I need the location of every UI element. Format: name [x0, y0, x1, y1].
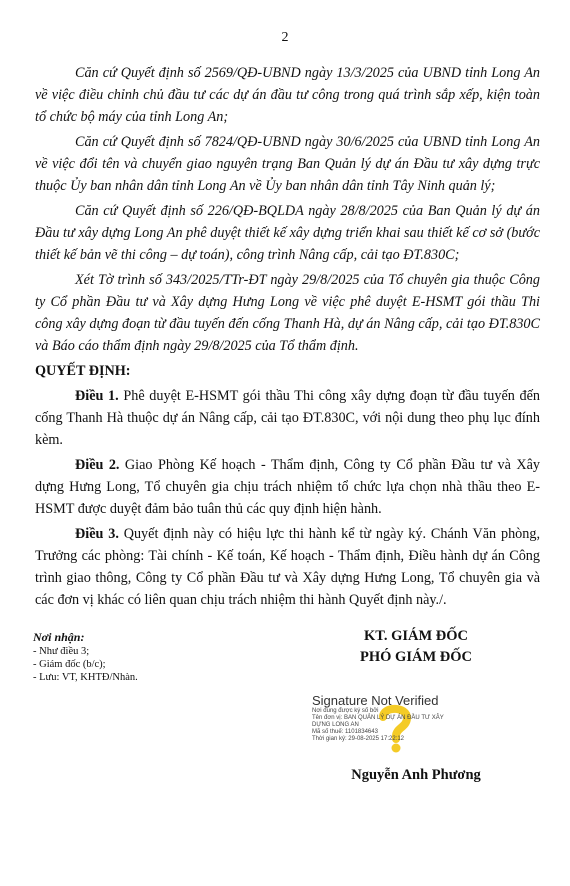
page-number: 2 [281, 30, 289, 45]
article-text: Giao Phòng Kế hoạch - Thẩm định, Công ty Cổ phần Đầu tư và Xây dựng Hưng Long, Tổ chuyên gia chịu trách nhiệm tổ chức lựa chọn nhà thầu theo E-HSMT được duyệt đảm bảo tuân thủ các quy định hiện hành. [35, 457, 540, 517]
signer-title-1: KT. GIÁM ĐỐC [363, 628, 469, 644]
signer-title-2: PHÓ GIÁM ĐỐC [360, 649, 472, 665]
article-label: Điều 2. [75, 457, 120, 473]
digital-signature-stamp [312, 693, 462, 751]
signer-block [300, 626, 532, 668]
article-2 [35, 454, 540, 520]
signature-detail: Thời gian ký: 29-08-2025 17:22:12 [312, 736, 404, 742]
article-label: Điều 3. [75, 526, 119, 542]
article-text: Phê duyệt E-HSMT gói thầu Thi công xây dựng đoạn từ đầu tuyến đến cống Thanh Hà thuộc dự án Nâng cấp, cải tạo ĐT.830C, với nội dung theo phụ lục đính kèm. [35, 388, 541, 448]
decision-heading: QUYẾT ĐỊNH: [35, 363, 131, 379]
signature-detail: Tên đơn vị: BAN QUẢN LÝ DỰ ÁN ĐẦU TƯ XÂY [312, 715, 444, 721]
article-1 [35, 385, 540, 451]
recipient-item: - Giám đốc (b/c); [33, 659, 106, 670]
legal-basis-paragraph: Căn cứ Quyết định số 226/QĐ-BQLDA ngày 28/8/2025 của Ban Quản lý dự án Đầu tư xây dựng Long An phê duyệt thiết kế xây dựng triển khai sau thiết kế cơ sở (bước thiết kế bản vẽ thi công – dự toán), công trình Nâng cấp, cải tạo ĐT.830C; [35, 203, 540, 263]
recipients-title: Nơi nhận: [33, 630, 85, 644]
legal-basis-paragraph: Căn cứ Quyết định số 7824/QĐ-UBND ngày 30/6/2025 của UBND tỉnh Long An về việc đổi tên và chuyển giao nguyên trạng Ban Quản lý dự án Đầu tư xây dựng trực thuộc Ủy ban nhân dân tỉnh Long An về Ủy ban nhân dân tỉnh Tây Ninh quản lý; [35, 134, 540, 194]
document-body [35, 62, 540, 614]
article-label: Điều 1. [75, 388, 119, 404]
signature-detail: DỰNG LONG AN [312, 722, 359, 728]
recipient-item: - Lưu: VT, KHTĐ/Nhàn. [33, 672, 138, 683]
signer-name: Nguyễn Anh Phương [351, 767, 481, 783]
signature-detail: Mã số thuế: 1101834643 [312, 729, 378, 735]
recipient-item: - Như điều 3; [33, 646, 90, 657]
recipients-block [33, 631, 273, 684]
signature-detail: Nơi dung được ký số bởi [312, 708, 379, 714]
legal-basis-paragraph: Xét Tờ trình số 343/2025/TTr-ĐT ngày 29/8/2025 của Tổ chuyên gia thuộc Công ty Cổ phần Đầu tư và Xây dựng Hưng Long về việc phê duyệt E-HSMT gói thầu Thi công xây dựng đoạn từ đầu tuyến đến cống Thanh Hà, dự án Nâng cấp, cải tạo ĐT.830C và Báo cáo thẩm định ngày 29/8/2025 của Tổ thẩm định. [35, 272, 540, 354]
legal-basis-paragraph: Căn cứ Quyết định số 2569/QĐ-UBND ngày 13/3/2025 của UBND tỉnh Long An về việc điều chỉnh chủ đầu tư các dự án đầu tư công trong quá trình sắp xếp, kiện toàn tổ chức bộ máy của tỉnh Long An; [35, 65, 540, 125]
article-3 [35, 523, 540, 611]
article-text: Quyết định này có hiệu lực thi hành kể từ ngày ký. Chánh Văn phòng, Trưởng các phòng: Tài chính - Kế toán, Kế hoạch - Thẩm định, Điều hành dự án Công trình giao thông, Công ty Cổ phần Đầu tư và Xây dựng Hưng Long, Tổ chuyên gia và các đơn vị khác có liên quan chịu trách nhiệm thi hành Quyết định này./. [35, 526, 541, 608]
signature-status: Signature Not Verified [312, 693, 439, 708]
